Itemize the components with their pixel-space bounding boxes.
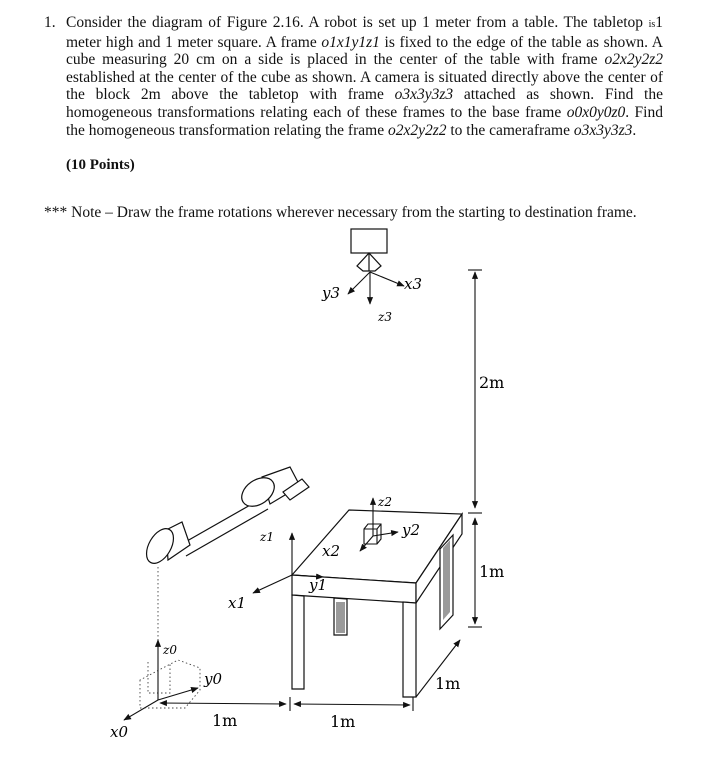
label-z2: z2: [378, 495, 392, 509]
label-y0: y0: [204, 670, 223, 688]
problem-text-segment: attached as shown. Find the homogeneous transformations relating each of these frames to the base frame: [66, 86, 663, 121]
frame-name: o0x0y0z0: [566, 103, 626, 121]
label-x2: x2: [322, 542, 341, 560]
label-z1: z1: [260, 530, 274, 544]
problem-text-segment: Consider the diagram of Figure 2.16. A robot is set up 1 meter from a table. The tabletop: [66, 14, 649, 31]
label-z0: z0: [163, 643, 177, 657]
problem-text-segment: .: [632, 121, 637, 139]
label-y2: y2: [402, 521, 421, 539]
frame-name: o2x2y2z2: [604, 51, 663, 69]
label-y1: y1: [309, 576, 328, 594]
camera: [351, 229, 387, 271]
problem-text-segment: 1 meter high and 1 meter square. A frame: [66, 14, 663, 51]
problem-text-segment: is fixed to the edge of the table as shown. A cube measuring 20 cm on a side is placed in the center of the table with frame: [66, 33, 663, 69]
dim-table-height: 1m: [479, 562, 505, 581]
frame-name: o3x3y3z3: [394, 86, 454, 104]
label-x0: x0: [110, 723, 129, 741]
dim-table-width: 1m: [330, 712, 356, 731]
points-label: (10 Points): [66, 157, 135, 173]
note-text: *** Note – Draw the frame rotations wherever necessary from the starting to destination frame.: [44, 204, 637, 221]
robot-arm: [141, 467, 309, 568]
problem-text-segment: . Find the homogeneous transformation relating the frame: [66, 103, 663, 139]
dim-robot-to-table: 1m: [212, 711, 238, 730]
camera-frame: [348, 272, 404, 304]
label-y3: y3: [322, 284, 341, 302]
label-z3: z3: [378, 310, 392, 324]
problem-text-segment: established at the center of the cube as shown. A camera is situated directly above the center of the block 2m above the tabletop with frame: [66, 68, 663, 104]
frame-name: o1x1y1z1: [321, 33, 380, 51]
label-x1: x1: [228, 594, 247, 612]
problem-text-segment: is: [648, 19, 656, 30]
frame-name: o2x2y2z2: [387, 121, 447, 139]
robot-base: [140, 567, 200, 708]
dim-camera-height: 2m: [479, 373, 505, 392]
problem-text-segment: to the cameraframe: [446, 121, 574, 139]
label-x3: x3: [404, 275, 423, 293]
dim-table-depth: 1m: [435, 674, 461, 693]
frame-name: o3x3y3z3: [573, 121, 633, 139]
problem-number: 1.: [44, 14, 56, 31]
